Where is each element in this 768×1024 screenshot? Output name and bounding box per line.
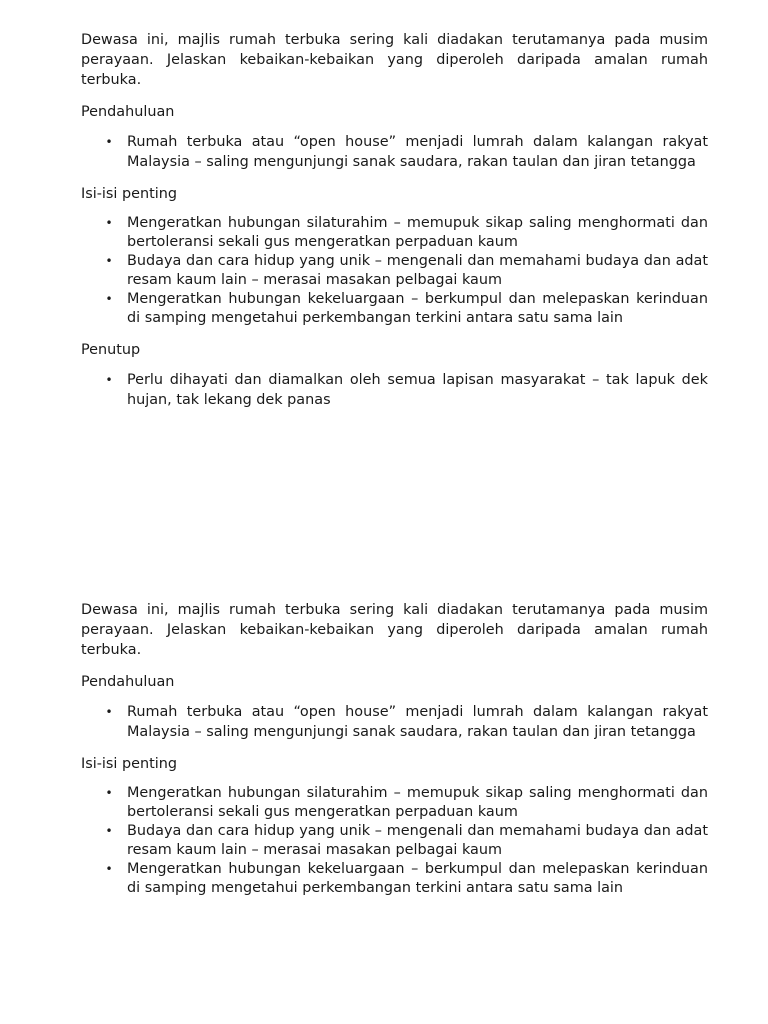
intro-heading: Pendahuluan [81, 104, 175, 120]
list-item-text: Perlu dihayati dan diamalkan oleh semua lapisan masyarakat – tak lapuk dek hujan, tak lekang dek panas [127, 372, 708, 408]
list-item [81, 214, 708, 252]
list-item-text: Mengeratkan hubungan silaturahim – memupuk sikap saling menghormati dan bertoleransi sekali gus mengeratkan perpaduan kaum [127, 785, 708, 820]
list-item-text: Rumah terbuka atau “open house” menjadi lumrah dalam kalangan rakyat Malaysia – saling mengunjungi sanak saudara, rakan taulan dan jiran tetangga [127, 704, 708, 740]
intro-heading: Pendahuluan [81, 674, 175, 690]
bullet-icon: • [105, 254, 113, 268]
essay-question: Dewasa ini, majlis rumah terbuka sering kali diadakan terutamanya pada musim perayaan. Jelaskan kebaikan-kebaikan yang diperoleh daripada amalan rumah terbuka. [81, 32, 708, 88]
list-item-text: Mengeratkan hubungan silaturahim – memupuk sikap saling menghormati dan bertoleransi sekali gus mengeratkan perpaduan kaum [127, 215, 708, 250]
bullet-icon: • [105, 862, 113, 876]
body-points-list [81, 784, 708, 898]
essay-question: Dewasa ini, majlis rumah terbuka sering kali diadakan terutamanya pada musim perayaan. Jelaskan kebaikan-kebaikan yang diperoleh daripada amalan rumah terbuka. [81, 602, 708, 658]
list-item [81, 860, 708, 898]
bullet-icon: • [105, 705, 113, 719]
list-item-text: Budaya dan cara hidup yang unik – mengenali dan memahami budaya dan adat resam kaum lain – merasai masakan pelbagai kaum [127, 253, 708, 288]
bullet-icon: • [105, 786, 113, 800]
closing-list [81, 370, 708, 410]
bullet-icon: • [105, 135, 113, 149]
list-item-text: Mengeratkan hubungan kekeluargaan – berkumpul dan melepaskan kerinduan di samping mengetahui perkembangan terkini antara satu sama lain [127, 291, 708, 326]
closing-heading: Penutup [81, 342, 141, 358]
bullet-icon: • [105, 824, 113, 838]
list-item [81, 784, 708, 822]
list-item [81, 290, 708, 328]
list-item-text: Rumah terbuka atau “open house” menjadi lumrah dalam kalangan rakyat Malaysia – saling mengunjungi sanak saudara, rakan taulan dan jiran tetangga [127, 134, 708, 170]
intro-list [81, 132, 708, 172]
body-heading: Isi-isi penting [81, 186, 178, 202]
list-item [81, 252, 708, 290]
list-item [81, 132, 708, 172]
bullet-icon: • [105, 292, 113, 306]
body-points-list [81, 214, 708, 328]
list-item-text: Mengeratkan hubungan kekeluargaan – berkumpul dan melepaskan kerinduan di samping mengetahui perkembangan terkini antara satu sama lain [127, 861, 708, 896]
bullet-icon: • [105, 373, 113, 387]
list-item [81, 702, 708, 742]
list-item [81, 822, 708, 860]
list-item [81, 370, 708, 410]
essay-outline-block-2 [81, 600, 708, 898]
bullet-icon: • [105, 216, 113, 230]
essay-outline-block-1 [81, 30, 708, 410]
list-item-text: Budaya dan cara hidup yang unik – mengenali dan memahami budaya dan adat resam kaum lain – merasai masakan pelbagai kaum [127, 823, 708, 858]
body-heading: Isi-isi penting [81, 756, 178, 772]
intro-list [81, 702, 708, 742]
